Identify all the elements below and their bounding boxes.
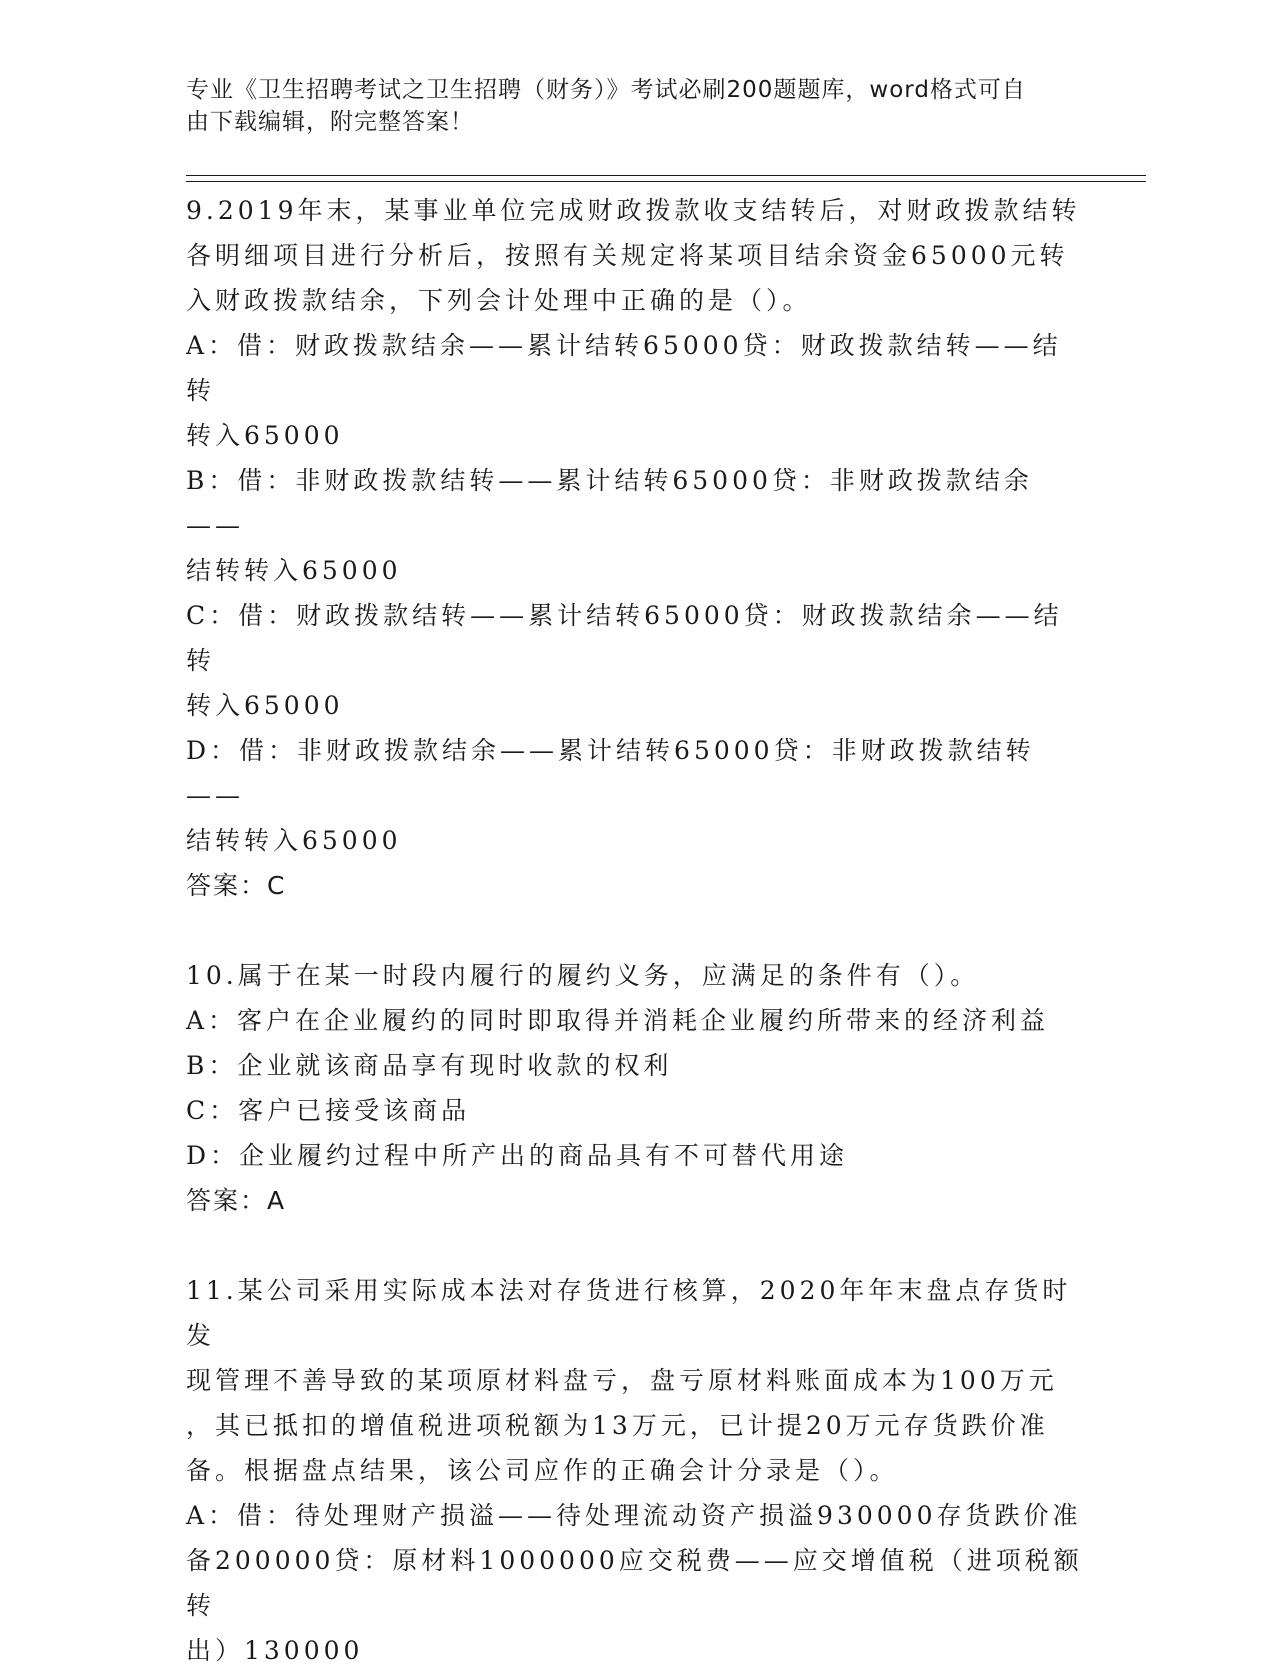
question-line: A：客户在企业履约的同时即取得并消耗企业履约所带来的经济利益	[186, 1006, 1050, 1035]
question-line: 各明细项目进行分析后，按照有关规定将某项目结余资金65000元转	[186, 241, 1069, 270]
question-stem: 9.2019年末，某事业单位完成财政拨款收支结转后，对财政拨款结转	[186, 196, 1081, 225]
answer-label: 答案：C	[186, 871, 287, 900]
question-line: 入财政拨款结余，下列会计处理中正确的是（）。	[186, 286, 812, 315]
question-line: 备。根据盘点结果，该公司应作的正确会计分录是（）。	[186, 1456, 899, 1485]
header-divider-top	[186, 175, 1146, 176]
question-block	[186, 1268, 1086, 1673]
answer-label: 答案：A	[186, 1186, 287, 1215]
question-line: C：客户已接受该商品	[186, 1096, 471, 1125]
question-line: B：企业就该商品享有现时收款的权利	[186, 1051, 673, 1080]
question-line: 转入65000	[186, 691, 344, 720]
question-list	[186, 188, 1086, 1673]
document-header	[186, 74, 1066, 138]
question-line: 结转转入65000	[186, 556, 402, 585]
question-block	[186, 953, 1086, 1223]
question-stem: 10.属于在某一时段内履行的履约义务，应满足的条件有（）。	[186, 961, 980, 990]
question-line: D：借：非财政拨款结余——累计结转65000贷：非财政拨款结转——	[186, 736, 1035, 810]
header-line-1: 专业《卫生招聘考试之卫生招聘（财务）》考试必刷200题题库，word格式可自	[186, 77, 1026, 103]
question-line: A：借：财政拨款结余——累计结转65000贷：财政拨款结转——结转	[186, 331, 1062, 405]
question-block	[186, 188, 1086, 908]
question-line: 现管理不善导致的某项原材料盘亏，盘亏原材料账面成本为100万元	[186, 1366, 1058, 1395]
question-line: ，其已抵扣的增值税进项税额为13万元，已计提20万元存货跌价准	[186, 1411, 1049, 1440]
question-line: 转入65000	[186, 421, 344, 450]
question-line: 备200000贷：原材料1000000应交税费——应交增值税（进项税额转	[186, 1546, 1083, 1620]
question-stem: 11.某公司采用实际成本法对存货进行核算，2020年年末盘点存货时发	[186, 1276, 1072, 1350]
question-line: D：企业履约过程中所产出的商品具有不可替代用途	[186, 1141, 849, 1170]
question-line: B：借：非财政拨款结转——累计结转65000贷：非财政拨款结余——	[186, 466, 1033, 540]
question-line: C：借：财政拨款结转——累计结转65000贷：财政拨款结余——结转	[186, 601, 1063, 675]
question-line: 出）130000	[186, 1636, 364, 1665]
question-line: 结转转入65000	[186, 826, 402, 855]
header-divider-bottom	[186, 181, 1146, 182]
header-line-2: 由下载编辑，附完整答案！	[186, 109, 474, 135]
question-line: A：借：待处理财产损溢——待处理流动资产损溢930000存货跌价准	[186, 1501, 1082, 1530]
